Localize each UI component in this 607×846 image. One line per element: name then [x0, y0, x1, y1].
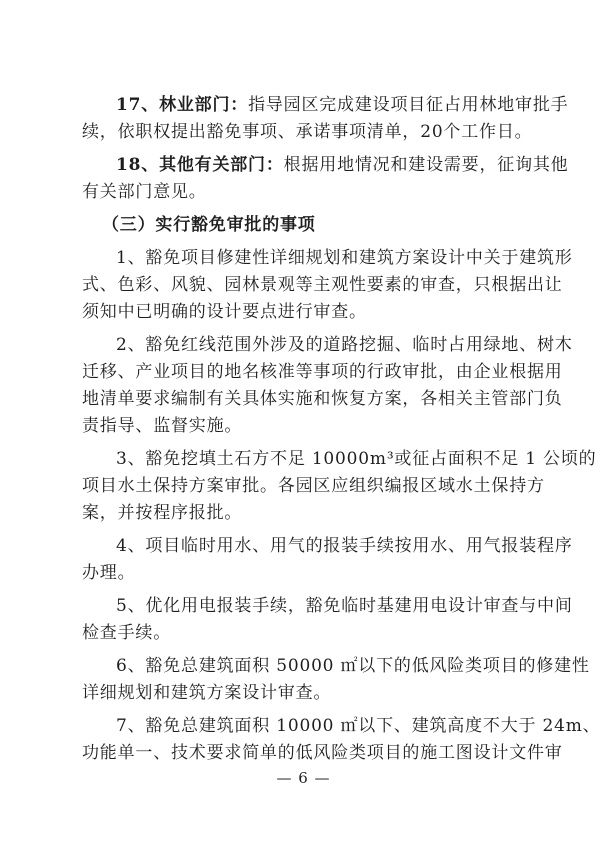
paragraph-18-line-1 — [82, 152, 569, 179]
item-5-line-1: 5、优化用电报装手续，豁免临时基建用电设计审查与中间 — [116, 596, 573, 616]
paragraph-17-text: 指导园区完成建设项目征占用林地审批手 — [248, 95, 569, 115]
item-7-line-1: 7、豁免总建筑面积 10000 ㎡以下、建筑高度不大于 24m、 — [116, 716, 601, 736]
item-1-line-1: 1、豁免项目修建性详细规划和建筑方案设计中关于建筑形 — [116, 248, 573, 268]
item-4-line-1: 4、项目临时用水、用气的报装手续按用水、用气报装程序 — [116, 536, 573, 556]
paragraph-18-number: 18、 — [116, 155, 160, 175]
paragraph-17-number: 17、 — [116, 95, 160, 115]
paragraph-18-line-2: 有关部门意见。 — [82, 182, 207, 202]
page-number: — 6 — — [276, 769, 331, 787]
paragraph-18-heading: 其他有关部门： — [159, 155, 284, 175]
item-2-line-4: 责指导、监督实施。 — [82, 416, 243, 436]
item-5-line-2: 检查手续。 — [82, 623, 171, 643]
item-3-line-3: 案，并按程序报批。 — [82, 503, 243, 523]
item-2-line-3: 地清单要求编制有关具体实施和恢复方案，各相关主管部门负 — [82, 389, 563, 409]
item-1-line-2: 式、色彩、风貌、园林景观等主观性要素的审查，只根据出让 — [82, 275, 563, 295]
paragraph-17-heading: 林业部门： — [159, 95, 249, 115]
item-2-line-2: 迁移、产业项目的地名核准等事项的行政审批，由企业根据用 — [82, 362, 563, 382]
item-7-line-2: 功能单一、技术要求简单的低风险类项目的施工图设计文件审 — [82, 743, 563, 763]
item-2-line-1: 2、豁免红线范围外涉及的道路挖掘、临时占用绿地、树木 — [116, 335, 573, 355]
paragraph-17-line-1 — [82, 92, 569, 119]
item-3-line-2: 项目水土保持方案审批。各园区应组织编报区域水土保持方 — [82, 476, 545, 496]
item-6-line-2: 详细规划和建筑方案设计审查。 — [82, 683, 332, 703]
item-3-line-1: 3、豁免挖填土石方不足 10000m³或征占面积不足 1 公顷的 — [116, 449, 597, 469]
section-heading: （三）实行豁免审批的事项 — [102, 215, 316, 235]
item-1-line-3: 须知中已明确的设计要点进行审查。 — [82, 302, 367, 322]
document-body — [82, 92, 601, 767]
paragraph-18-text: 根据用地情况和建设需要，征询其他 — [283, 155, 569, 175]
item-4-line-2: 办理。 — [82, 563, 136, 583]
item-6-line-1: 6、豁免总建筑面积 50000 ㎡以下的低风险类项目的修建性 — [116, 656, 590, 676]
paragraph-17-line-2: 续，依职权提出豁免事项、承诺事项清单，20个工作日。 — [82, 122, 533, 142]
